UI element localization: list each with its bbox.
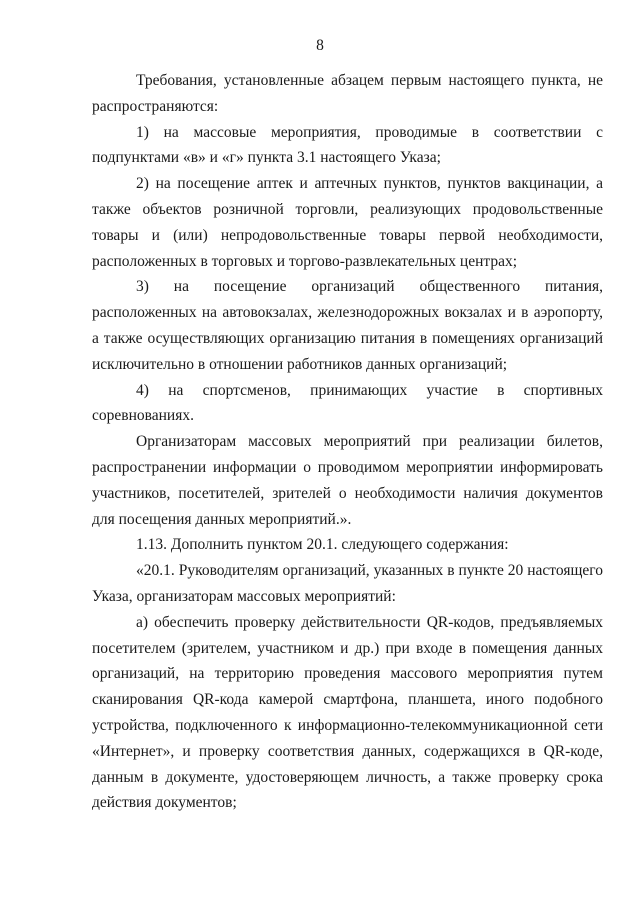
paragraph-requirements-exceptions: Требования, установленные абзацем первым настоящего пункта, не распространяются: [92,72,603,115]
paragraph-subitem-a-qr-verification: а) обеспечить проверку действительности QR-кодов, предъявляемых посетителем (зрителем, участником и др.) при входе в помещения данных организаций, на территорию проведения массового мероприятия путем сканирования QR-кода камерой смартфона, планшета, иного подобного устройства, подключенного к информационно-телекоммуникационной сети «Интернет», и проверку соответствия данных, содержащихся в QR-коде, данным в документе, удостоверяющем личность, а также проверку срока действия документов; [92,613,603,812]
paragraph-section-1-13: 1.13. Дополнить пунктом 20.1. следующего содержания: [136,536,509,554]
paragraph-item-1-mass-events: 1) на массовые мероприятия, проводимые в соответствии с подпунктами «в» и «г» пункта 3.1 настоящего Указа; [92,123,603,167]
document-body [92,68,603,816]
page-number: 8 [316,37,324,54]
paragraph-item-4-athletes: 4) на спортсменов, принимающих участие в спортивных соревнованиях. [92,381,603,425]
paragraph-section-20-1-intro: «20.1. Руководителям организаций, указанных в пункте 20 настоящего Указа, организаторам массовых мероприятий: [92,562,603,605]
paragraph-item-3-catering: 3) на посещение организаций общественного питания, расположенных на автовокзалах, железнодорожных вокзалах и в аэропорту, а также осуществляющих организацию питания в помещениях организаций исключительно в отношении работников данных организаций; [92,278,603,373]
paragraph-organizers-informing: Организаторам массовых мероприятий при реализации билетов, распространении информации о проводимом мероприятии информировать участников, посетителей, зрителей о необходимости наличия документов для посещения данных мероприятий.». [92,433,603,528]
paragraph-item-2-pharmacies-retail: 2) на посещение аптек и аптечных пунктов, пунктов вакцинации, а также объектов розничной торговли, реализующих продовольственные товары и (или) непродовольственные товары первой необходимости, расположенных в торговых и торгово-развлекательных центрах; [92,175,603,270]
